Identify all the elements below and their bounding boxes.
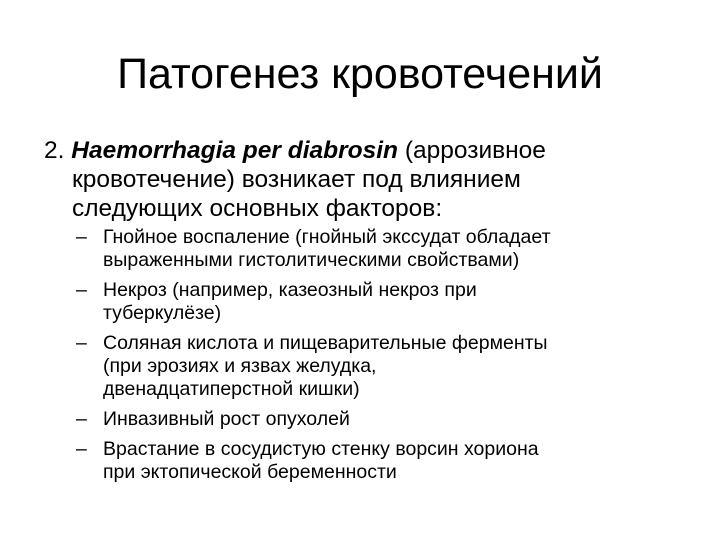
lead-term: Haemorrhagia per diabrosin	[71, 137, 399, 164]
bullet-line: туберкулёзе)	[103, 302, 222, 324]
bullet-line: двенадцатиперстной кишки)	[103, 378, 360, 400]
bullet-line: Соляная кислота и пищеварительные ферменты	[103, 332, 548, 354]
bullet-line: выраженными гистолитическими свойствами)	[103, 249, 520, 271]
list-item	[76, 332, 696, 401]
slide-title: Патогенез кровотечений	[117, 50, 603, 98]
dash-marker: –	[76, 279, 87, 301]
dash-marker: –	[76, 408, 87, 430]
list-item	[76, 279, 696, 325]
bullet-line: Некроз (например, казеозный некроз при	[103, 279, 477, 301]
bullet-line: Гнойное воспаление (гнойный экссудат обладает	[103, 226, 551, 248]
lead-line-1-rest: (аррозивное	[404, 137, 546, 164]
list-item	[76, 226, 696, 272]
bullet-line: Врастание в сосудистую стенку ворсин хориона	[103, 438, 539, 460]
bullet-list	[76, 226, 696, 491]
bullet-line: при эктопической беременности	[103, 461, 397, 483]
dash-marker: –	[76, 438, 87, 460]
lead-paragraph	[44, 136, 684, 223]
lead-line-2: кровотечение) возникает под влиянием	[72, 166, 521, 193]
list-item	[76, 408, 696, 431]
bullet-line: Инвазивный рост опухолей	[103, 408, 350, 430]
lead-line-3: следующих основных факторов:	[72, 195, 443, 222]
bullet-line: (при эрозиях и язвах желудка,	[103, 355, 377, 377]
lead-number: 2.	[44, 137, 65, 164]
dash-marker: –	[76, 226, 87, 248]
dash-marker: –	[76, 332, 87, 354]
lead-line-1	[44, 136, 684, 165]
list-item	[76, 438, 696, 484]
